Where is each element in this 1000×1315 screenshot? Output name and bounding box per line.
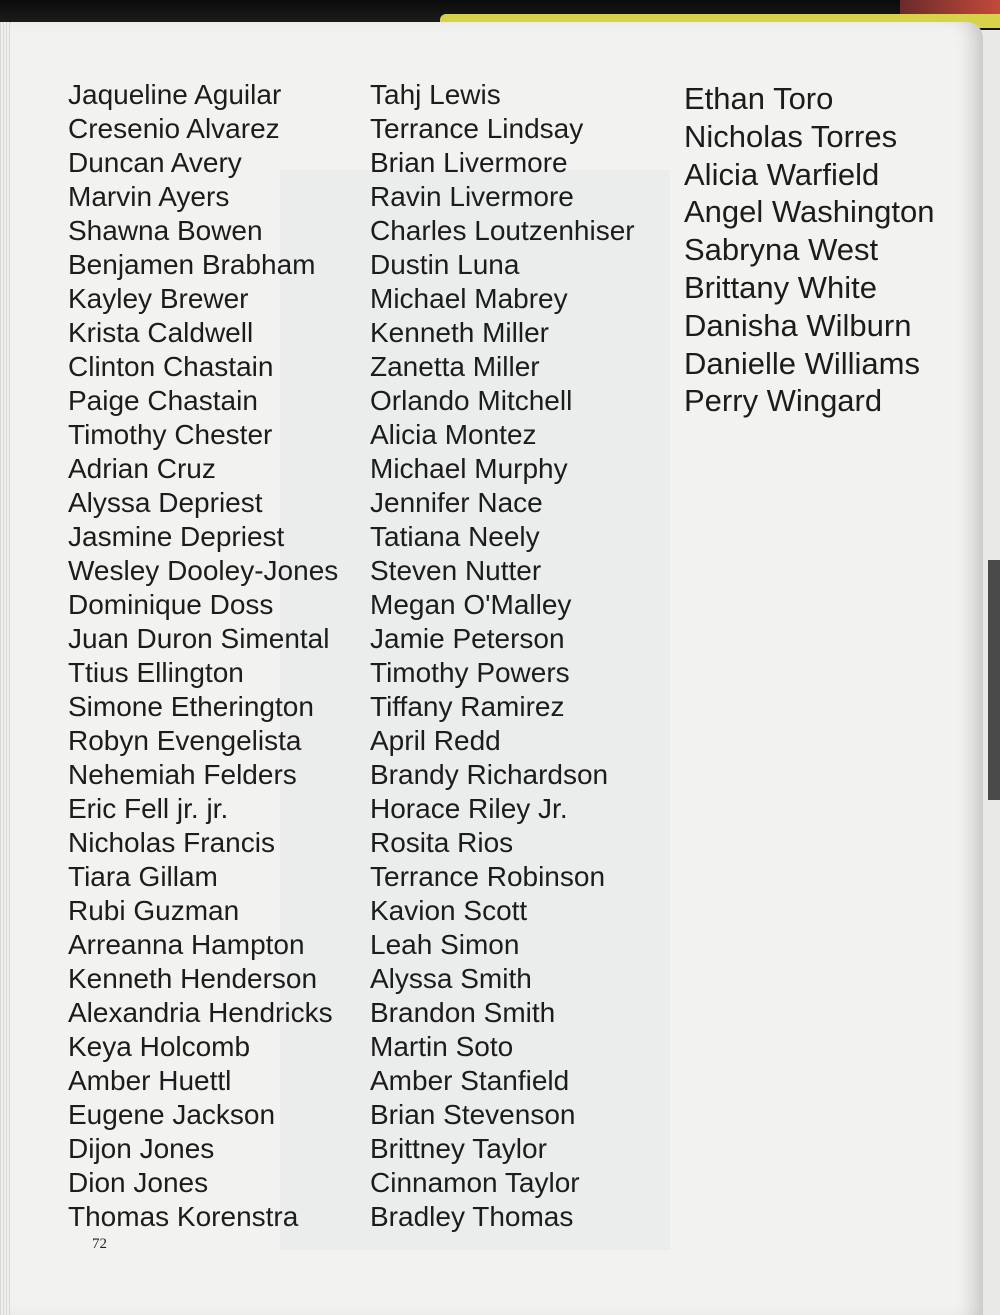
student-name: Duncan Avery	[68, 147, 242, 178]
student-name: Ravin Livermore	[370, 181, 574, 212]
student-name: Jamie Peterson	[370, 623, 565, 654]
student-name: Clinton Chastain	[68, 351, 274, 382]
student-name: Arreanna Hampton	[68, 929, 305, 960]
student-name: Zanetta Miller	[370, 351, 540, 382]
student-name: Alyssa Smith	[370, 963, 532, 994]
student-name: Brian Stevenson	[370, 1099, 576, 1130]
student-name: Bradley Thomas	[370, 1201, 574, 1232]
student-name: Brian Livermore	[370, 147, 568, 178]
student-name: Timothy Powers	[370, 657, 570, 688]
student-name: Orlando Mitchell	[370, 385, 573, 416]
student-name: Juan Duron Simental	[68, 623, 330, 654]
student-name: Rubi Guzman	[68, 895, 240, 926]
student-name: Sabryna West	[684, 232, 879, 268]
student-name: Keya Holcomb	[68, 1031, 251, 1062]
student-name: Amber Stanfield	[370, 1065, 570, 1096]
page-number: 72	[92, 1236, 107, 1252]
student-name: Rosita Rios	[370, 827, 514, 858]
student-name: Dominique Doss	[68, 589, 274, 620]
student-name: Jennifer Nace	[370, 487, 543, 518]
student-name: Danielle Williams	[684, 345, 920, 381]
student-name: Megan O'Malley	[370, 589, 572, 620]
student-name: Alicia Warfield	[684, 156, 880, 192]
student-name: Perry Wingard	[684, 383, 883, 419]
student-name: Robyn Evengelista	[68, 725, 302, 756]
student-name: Alyssa Depriest	[68, 487, 263, 518]
student-name: Dustin Luna	[370, 249, 520, 280]
student-name: Eric Fell jr. jr.	[68, 793, 229, 824]
student-name: Jaqueline Aguilar	[68, 79, 282, 110]
student-name: Cresenio Alvarez	[68, 113, 280, 144]
student-name: Kenneth Henderson	[68, 963, 318, 994]
name-column-3	[684, 80, 934, 420]
student-name: Jasmine Depriest	[68, 521, 285, 552]
student-name: Steven Nutter	[370, 555, 542, 586]
student-name: Timothy Chester	[68, 419, 273, 450]
student-name: Eugene Jackson	[68, 1099, 276, 1130]
adjacent-page-sliver	[980, 30, 1000, 1315]
student-name: Amber Huettl	[68, 1065, 232, 1096]
student-name: Kavion Scott	[370, 895, 528, 926]
student-name: Kenneth Miller	[370, 317, 549, 348]
student-name: Simone Etherington	[68, 691, 314, 722]
student-name: Nicholas Francis	[68, 827, 275, 858]
student-name: Martin Soto	[370, 1031, 514, 1062]
student-name: Ttius Ellington	[68, 657, 244, 688]
student-name: Alicia Montez	[370, 419, 537, 450]
student-name: Alexandria Hendricks	[68, 997, 333, 1028]
student-name: Tatiana Neely	[370, 521, 540, 552]
student-name: Paige Chastain	[68, 385, 258, 416]
student-name: Thomas Korenstra	[68, 1201, 299, 1232]
page-binding-edge	[0, 22, 10, 1315]
student-name: Terrance Lindsay	[370, 113, 584, 144]
name-column-2	[370, 78, 635, 1234]
student-name: Wesley Dooley-Jones	[68, 555, 339, 586]
student-name: Krista Caldwell	[68, 317, 254, 348]
student-name: Ethan Toro	[684, 81, 834, 116]
student-name: Angel Washington	[684, 194, 935, 230]
student-name: Brandy Richardson	[370, 759, 609, 790]
student-name: Tahj Lewis	[370, 79, 501, 110]
student-name: Brittany White	[684, 269, 877, 305]
student-name: Nicholas Torres	[684, 118, 898, 154]
student-name: Kayley Brewer	[68, 283, 249, 314]
student-name: Cinnamon Taylor	[370, 1167, 580, 1198]
student-name: Nehemiah Felders	[68, 759, 297, 790]
student-name: Terrance Robinson	[370, 861, 606, 892]
student-name: Leah Simon	[370, 929, 520, 960]
student-name: Michael Murphy	[370, 453, 568, 484]
student-name: Dion Jones	[68, 1167, 209, 1198]
student-name: Tiffany Ramirez	[370, 691, 565, 722]
student-name: Adrian Cruz	[68, 453, 216, 484]
student-name: Benjamen Brabham	[68, 249, 316, 280]
adjacent-page-photo	[988, 560, 1000, 800]
student-name: Michael Mabrey	[370, 283, 568, 314]
student-name: April Redd	[370, 725, 501, 756]
name-column-1	[68, 78, 338, 1234]
student-name: Charles Loutzenhiser	[370, 215, 635, 246]
student-name: Brittney Taylor	[370, 1133, 547, 1164]
student-name: Shawna Bowen	[68, 215, 263, 246]
student-name: Dijon Jones	[68, 1133, 215, 1164]
student-name: Brandon Smith	[370, 997, 556, 1028]
student-name: Horace Riley Jr.	[370, 793, 568, 824]
student-name: Danisha Wilburn	[684, 307, 912, 343]
student-name: Marvin Ayers	[68, 181, 230, 212]
student-name: Tiara Gillam	[68, 861, 218, 892]
